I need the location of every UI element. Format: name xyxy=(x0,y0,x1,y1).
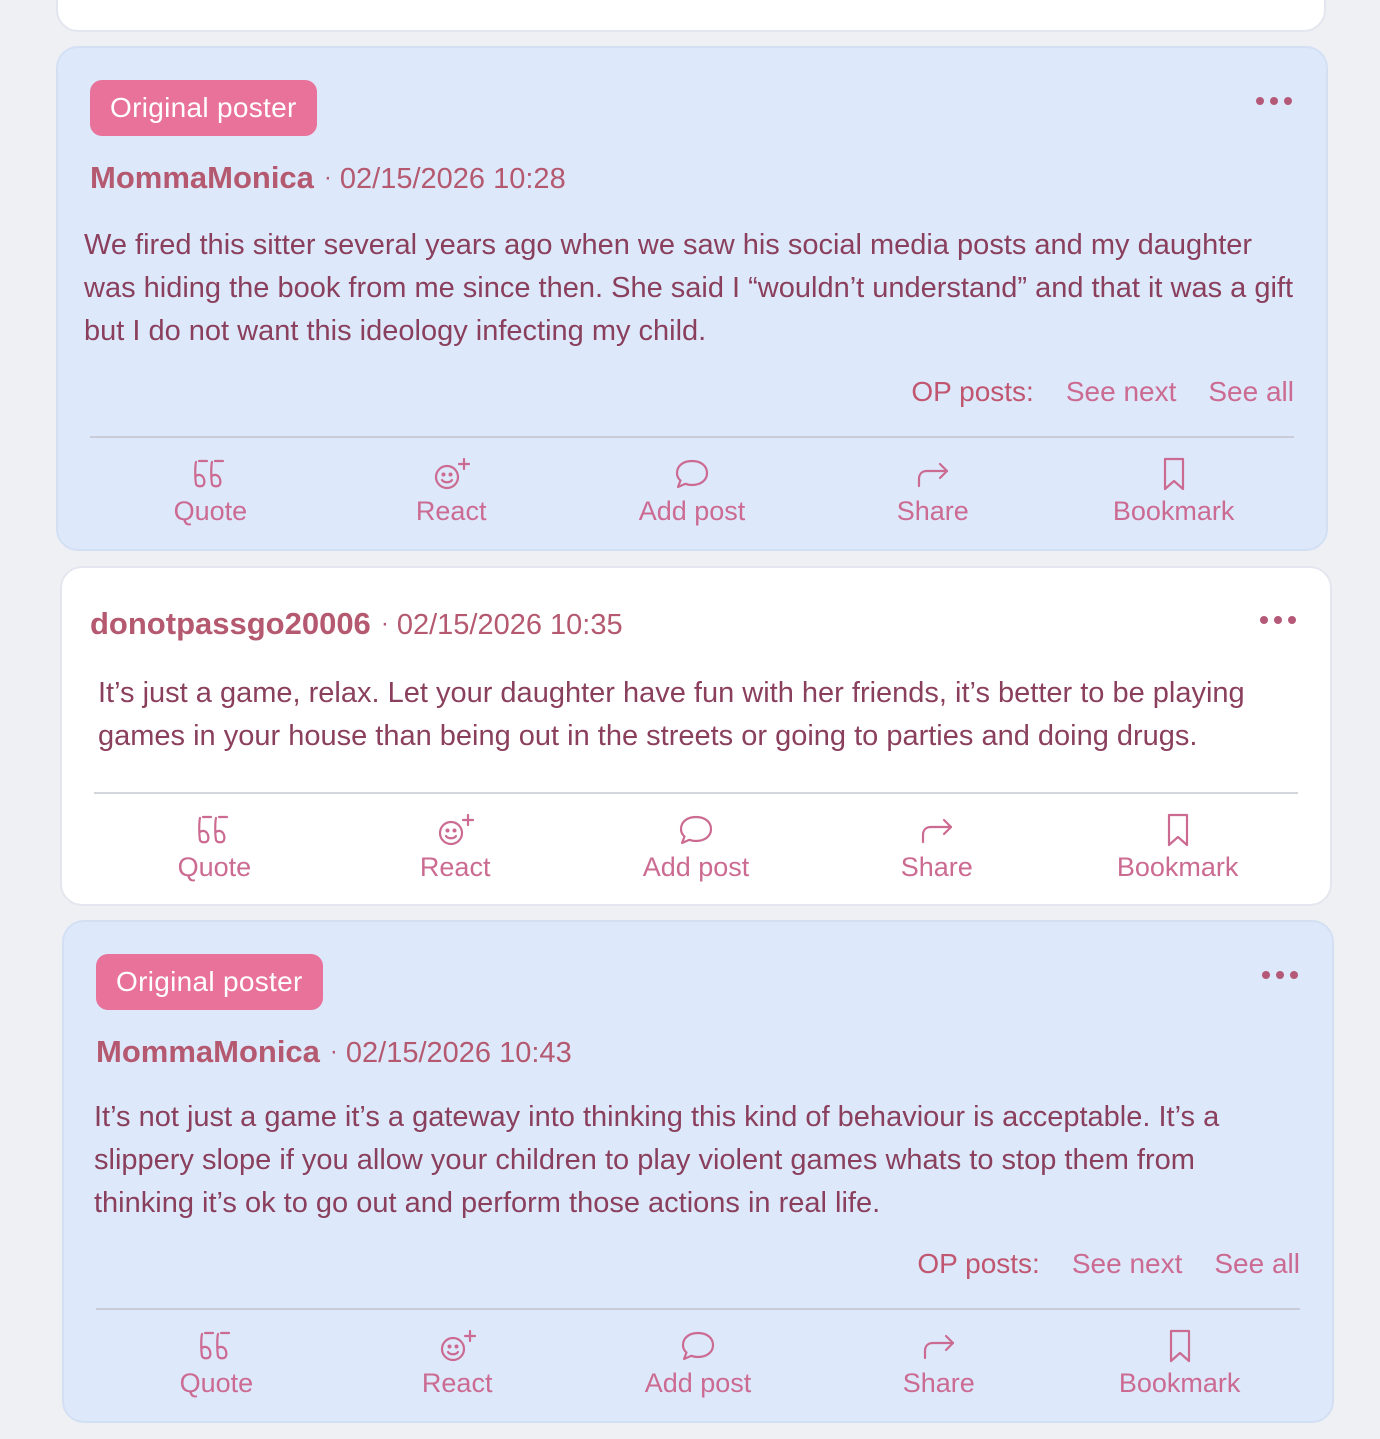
bookmark-button[interactable] xyxy=(1053,456,1294,536)
author-name[interactable]: MommaMonica xyxy=(90,160,314,195)
post-body: It’s just a game, relax. Let your daughter have fun with her friends, it’s better to be playing games in your house than being out in the streets or going to parties and doing drugs. xyxy=(98,677,1245,752)
quote-button[interactable] xyxy=(94,812,335,892)
more-options-icon[interactable] xyxy=(1262,970,1298,980)
action-divider xyxy=(94,792,1298,794)
bookmark-label: Bookmark xyxy=(1112,496,1235,526)
post-timestamp: 02/15/2026 10:35 xyxy=(396,609,623,641)
add-post-label: Add post xyxy=(644,1368,752,1398)
react-button[interactable] xyxy=(331,456,572,536)
meta-separator: · xyxy=(323,164,332,191)
post-body: It’s not just a game it’s a gateway into thinking this kind of behaviour is acceptable. It’s a slippery slope if you allow your children to play violent games whats to stop them from thinking it’s ok to go out and perform those actions in real life. xyxy=(94,1101,1220,1219)
bookmark-icon xyxy=(1160,1328,1200,1364)
post-card xyxy=(60,566,1332,906)
author-name[interactable]: MommaMonica xyxy=(96,1034,320,1069)
share-button[interactable] xyxy=(812,456,1053,536)
share-arrow-icon xyxy=(917,812,957,848)
more-options-icon[interactable] xyxy=(1260,615,1296,625)
action-divider xyxy=(96,1308,1300,1310)
see-next-link[interactable]: See next xyxy=(1065,376,1177,407)
react-emoji-plus-icon xyxy=(437,1328,477,1364)
original-poster-badge: Original poster xyxy=(96,954,323,1010)
share-arrow-icon xyxy=(919,1328,959,1364)
quote-label: Quote xyxy=(179,1368,254,1398)
post-timestamp: 02/15/2026 10:43 xyxy=(345,1037,572,1069)
quote-button[interactable] xyxy=(96,1328,337,1408)
share-label: Share xyxy=(902,1368,975,1398)
share-button[interactable] xyxy=(816,812,1057,892)
op-posts-nav xyxy=(917,1248,1300,1280)
see-next-link[interactable]: See next xyxy=(1071,1248,1183,1279)
bookmark-label: Bookmark xyxy=(1116,852,1239,882)
quote-label: Quote xyxy=(177,852,252,882)
speech-bubble-icon xyxy=(672,456,712,492)
quote-button[interactable] xyxy=(90,456,331,536)
bookmark-button[interactable] xyxy=(1059,1328,1300,1408)
post-card-op xyxy=(62,920,1334,1423)
post-meta xyxy=(90,160,566,196)
post-meta xyxy=(90,606,623,642)
share-label: Share xyxy=(900,852,973,882)
share-button[interactable] xyxy=(818,1328,1059,1408)
post-meta xyxy=(96,1034,572,1070)
op-posts-label: OP posts: xyxy=(911,376,1034,407)
react-label: React xyxy=(421,1368,493,1398)
post-timestamp: 02/15/2026 10:28 xyxy=(339,163,566,195)
add-post-label: Add post xyxy=(642,852,750,882)
post-actions xyxy=(94,812,1298,892)
previous-post-card xyxy=(56,0,1326,32)
see-all-link[interactable]: See all xyxy=(1214,1248,1300,1279)
see-all-link[interactable]: See all xyxy=(1208,376,1294,407)
quote-icon xyxy=(190,456,230,492)
op-posts-label: OP posts: xyxy=(917,1248,1040,1279)
author-name[interactable]: donotpassgo20006 xyxy=(90,606,371,641)
react-button[interactable] xyxy=(337,1328,578,1408)
add-post-label: Add post xyxy=(638,496,746,526)
react-button[interactable] xyxy=(335,812,576,892)
meta-separator: · xyxy=(329,1038,338,1065)
op-posts-nav xyxy=(911,376,1294,408)
react-emoji-plus-icon xyxy=(435,812,475,848)
action-divider xyxy=(90,436,1294,438)
post-actions xyxy=(90,456,1294,536)
share-arrow-icon xyxy=(913,456,953,492)
add-post-button[interactable] xyxy=(578,1328,819,1408)
react-emoji-plus-icon xyxy=(431,456,471,492)
share-label: Share xyxy=(896,496,969,526)
more-options-icon[interactable] xyxy=(1256,96,1292,106)
post-body: We fired this sitter several years ago when we saw his social media posts and my daughter was hiding the book from me since then. She said I “wouldn’t understand” and that it was a gift but I do not want this ideology infecting my child. xyxy=(84,229,1294,347)
add-post-button[interactable] xyxy=(576,812,817,892)
meta-separator: · xyxy=(380,610,389,637)
bookmark-button[interactable] xyxy=(1057,812,1298,892)
bookmark-icon xyxy=(1158,812,1198,848)
post-card-op xyxy=(56,46,1328,551)
bookmark-icon xyxy=(1154,456,1194,492)
add-post-button[interactable] xyxy=(572,456,813,536)
speech-bubble-icon xyxy=(678,1328,718,1364)
quote-icon xyxy=(196,1328,236,1364)
original-poster-badge: Original poster xyxy=(90,80,317,136)
react-label: React xyxy=(415,496,487,526)
bookmark-label: Bookmark xyxy=(1118,1368,1241,1398)
post-actions xyxy=(96,1328,1300,1408)
quote-icon xyxy=(194,812,234,848)
quote-label: Quote xyxy=(173,496,248,526)
react-label: React xyxy=(419,852,491,882)
speech-bubble-icon xyxy=(676,812,716,848)
